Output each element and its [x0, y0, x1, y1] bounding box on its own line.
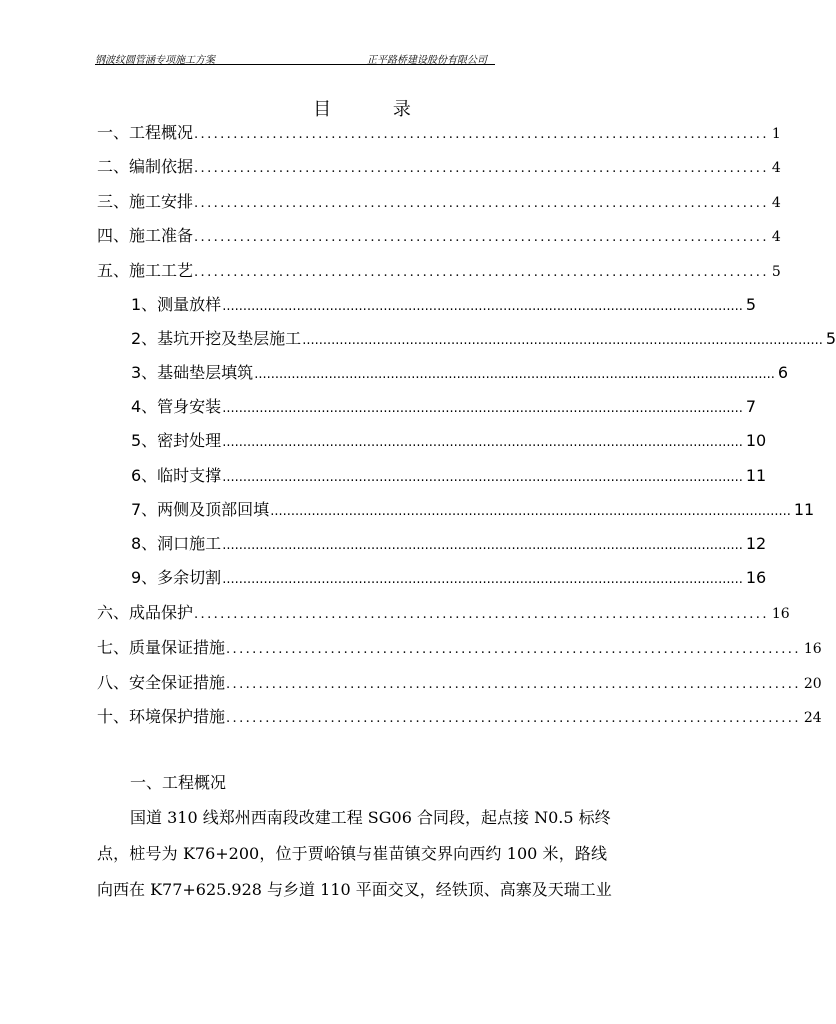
- section-heading: 一、工程概况: [130, 773, 227, 792]
- header-document-title: 钢波纹圆管涵专项施工方案: [95, 55, 215, 66]
- toc-item[interactable]: [97, 670, 822, 692]
- toc-subitem[interactable]: [131, 394, 757, 416]
- toc-subitem-label: 8、洞口施工: [131, 534, 222, 553]
- toc-subitem-label: 9、多余切割: [131, 568, 222, 587]
- toc-subitem-page: 16: [745, 568, 767, 587]
- toc-item-page: 24: [803, 710, 822, 726]
- toc-item-label: 十、环境保护措施: [97, 707, 226, 726]
- toc-leader-dots: ..............................................................................................................................: [222, 470, 743, 485]
- toc-item-label: 四、施工准备: [97, 226, 194, 245]
- toc-subitem-label: 7、两侧及顶部回填: [131, 500, 270, 519]
- toc-leader-dots: ........................................................................................: [226, 642, 801, 657]
- toc-item-page: 4: [771, 229, 781, 245]
- toc-leader-dots: ........................................................................................: [194, 265, 769, 280]
- toc-subitem[interactable]: [131, 497, 815, 519]
- toc-item[interactable]: [97, 120, 781, 142]
- toc-title: 目 录: [313, 99, 439, 120]
- toc-subitem-page: 5: [745, 295, 757, 314]
- toc-item-label: 八、安全保证措施: [97, 673, 226, 692]
- toc-leader-dots: ..............................................................................................................................: [302, 333, 823, 348]
- toc-subitem[interactable]: [131, 428, 767, 450]
- toc-leader-dots: ........................................................................................: [194, 196, 769, 211]
- toc-leader-dots: ..............................................................................................................................: [254, 367, 775, 382]
- toc-subitem-page: 7: [745, 397, 757, 416]
- toc-subitem[interactable]: [131, 360, 789, 382]
- toc-subitem-label: 5、密封处理: [131, 431, 222, 450]
- toc-subitem-label: 6、临时支撑: [131, 466, 222, 485]
- toc-item-page: 4: [771, 160, 781, 176]
- paragraph-line: 点，桩号为 K76+200，位于贾峪镇与崔苗镇交界向西约 100 米，路线: [97, 844, 607, 863]
- toc-leader-dots: ..............................................................................................................................: [222, 299, 743, 314]
- toc-item-page: 1: [771, 126, 781, 142]
- toc-item-label: 五、施工工艺: [97, 261, 194, 280]
- toc-subitem-page: 5: [825, 329, 836, 348]
- toc-leader-dots: ........................................................................................: [226, 711, 801, 726]
- toc-item-page: 16: [771, 606, 790, 622]
- toc-item-label: 三、施工安排: [97, 192, 194, 211]
- toc-item[interactable]: [97, 154, 781, 176]
- toc-leader-dots: ........................................................................................: [194, 230, 769, 245]
- toc-leader-dots: ..............................................................................................................................: [222, 572, 743, 587]
- toc-subitem-page: 11: [793, 500, 815, 519]
- toc-subitem[interactable]: [131, 463, 767, 485]
- toc-subitem-page: 12: [745, 534, 767, 553]
- toc-item-page: 20: [803, 676, 822, 692]
- toc-item-label: 七、质量保证措施: [97, 638, 226, 657]
- toc-subitem[interactable]: [131, 292, 757, 314]
- toc-subitem[interactable]: [131, 326, 836, 348]
- toc-item[interactable]: [97, 635, 822, 657]
- toc-leader-dots: ........................................................................................: [194, 607, 769, 622]
- toc-subitem[interactable]: [131, 565, 767, 587]
- toc-item[interactable]: [97, 189, 781, 211]
- toc-subitem-page: 10: [745, 431, 767, 450]
- page-header: [95, 50, 495, 65]
- toc-leader-dots: ........................................................................................: [226, 677, 801, 692]
- toc-subitem-label: 3、基础垫层填筑: [131, 363, 254, 382]
- toc-leader-dots: ..............................................................................................................................: [270, 504, 791, 519]
- toc-leader-dots: ........................................................................................: [194, 127, 769, 142]
- toc-item-label: 二、编制依据: [97, 157, 194, 176]
- header-company-name: 正平路桥建设股份有限公司: [367, 55, 487, 66]
- toc-item[interactable]: [97, 223, 781, 245]
- toc-item-label: 六、成品保护: [97, 603, 194, 622]
- toc-leader-dots: ..............................................................................................................................: [222, 435, 743, 450]
- toc-leader-dots: ..............................................................................................................................: [222, 538, 743, 553]
- toc-leader-dots: ........................................................................................: [194, 161, 769, 176]
- paragraph-line: 国道 310 线郑州西南段改建工程 SG06 合同段，起点接 N0.5 标终: [130, 808, 611, 827]
- toc-subitem-label: 1、测量放样: [131, 295, 222, 314]
- toc-subitem[interactable]: [131, 531, 767, 553]
- toc-item-page: 4: [771, 195, 781, 211]
- toc-subitem-page: 6: [777, 363, 789, 382]
- paragraph-line: 向西在 K77+625.928 与乡道 110 平面交叉，经铁顶、高寨及天瑞工业: [97, 880, 612, 899]
- toc-item-page: 5: [771, 264, 781, 280]
- toc-subitem-label: 2、基坑开挖及垫层施工: [131, 329, 302, 348]
- toc-subitem-label: 4、管身安装: [131, 397, 222, 416]
- toc-leader-dots: ..............................................................................................................................: [222, 401, 743, 416]
- toc-item[interactable]: [97, 258, 781, 280]
- toc-item[interactable]: [97, 704, 822, 726]
- toc-item-page: 16: [803, 641, 822, 657]
- toc-subitem-page: 11: [745, 466, 767, 485]
- toc-item[interactable]: [97, 600, 790, 622]
- toc-item-label: 一、工程概况: [97, 123, 194, 142]
